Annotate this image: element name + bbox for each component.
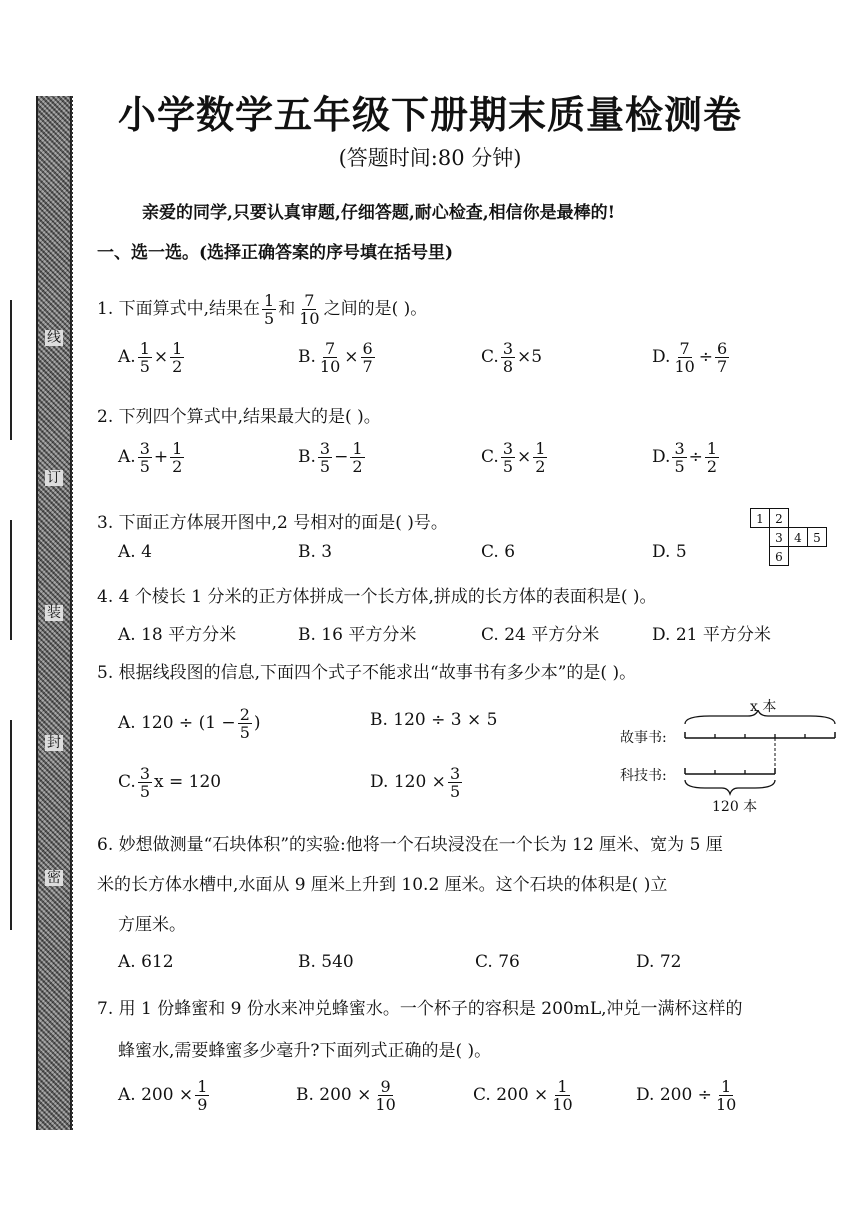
q7-option-a[interactable]: A. 200 × $\frac{1}{9}$ <box>118 1077 208 1114</box>
cube-net-face-3: 3 <box>769 527 789 547</box>
binding-char-pack: 装 <box>47 605 61 621</box>
info-line-1 <box>10 300 12 440</box>
q1-text-mid: 和 <box>278 299 296 319</box>
q1-option-a[interactable]: A. $\frac{1}{5}$ × $\frac{1}{2}$ <box>118 339 183 376</box>
q6-option-c[interactable]: C. 76 <box>475 952 520 972</box>
q6-option-b[interactable]: B. 540 <box>298 952 354 972</box>
q1-option-c[interactable]: C. $\frac{3}{8}$ ×5 <box>481 339 543 376</box>
question-4: 4. 4 个棱长 1 分米的正方体拼成一个长方体,拼成的长方体的表面积是( )。 <box>97 587 657 607</box>
question-1 <box>97 292 427 327</box>
q7-option-b[interactable]: B. 200 × $\frac{9}{10}$ <box>296 1077 396 1114</box>
q5-option-d[interactable]: D. 120 × $\frac{3}{5}$ <box>370 764 461 801</box>
diagram-story-total-label: x 本 <box>750 699 777 715</box>
q6-option-d[interactable]: D. 72 <box>636 952 682 972</box>
page-subtitle: (答题时间:80 分钟) <box>338 146 522 170</box>
binding-char-line: 线 <box>47 330 61 346</box>
cube-net-face-6: 6 <box>769 546 789 566</box>
question-6-line-3: 方厘米。 <box>118 915 186 935</box>
info-line-3 <box>10 720 12 930</box>
question-6-line-1: 6. 妙想做测量“石块体积”的实验:他将一个石块浸没在一个长为 12 厘米、宽为 5 厘 <box>97 835 723 855</box>
diagram-tech-total-label: 120 本 <box>712 799 758 815</box>
q5-option-a[interactable]: A. 120 ÷ (1 − $\frac{2}{5}$ ) <box>118 705 261 742</box>
question-5: 5. 根据线段图的信息,下面四个式子不能求出“故事书有多少本”的是( )。 <box>97 663 637 683</box>
q1-fraction-1: $\frac{1}{5}$ <box>264 291 275 328</box>
section-heading: 一、选一选。(选择正确答案的序号填在括号里) <box>97 243 454 263</box>
q2-option-a[interactable]: A. $\frac{3}{5}$ + $\frac{1}{2}$ <box>118 439 183 476</box>
q3-option-b[interactable]: B. 3 <box>298 542 333 562</box>
q4-option-d[interactable]: D. 21 平方分米 <box>652 625 771 645</box>
q1-fraction-2: $\frac{7}{10}$ <box>299 291 320 328</box>
q1-option-d[interactable]: D. $\frac{7}{10}$ ÷ $\frac{6}{7}$ <box>652 339 728 376</box>
binding-char-seal: 封 <box>47 735 61 751</box>
page-title: 小学数学五年级下册期末质量检测卷 <box>117 92 742 137</box>
q3-option-a[interactable]: A. 4 <box>118 542 152 562</box>
q2-option-c[interactable]: C. $\frac{3}{5}$ × $\frac{1}{2}$ <box>481 439 546 476</box>
q4-option-c[interactable]: C. 24 平方分米 <box>481 625 600 645</box>
binding-char-secret: 密 <box>47 870 61 886</box>
q3-option-c[interactable]: C. 6 <box>481 542 516 562</box>
info-line-2 <box>10 520 12 640</box>
diagram-tech-label: 科技书: <box>620 768 667 784</box>
cube-net-face-1: 1 <box>750 508 770 528</box>
cube-net-face-2: 2 <box>769 508 789 528</box>
q3-option-d[interactable]: D. 5 <box>652 542 687 562</box>
question-7-line-2: 蜂蜜水,需要蜂蜜多少毫升?下面列式正确的是( )。 <box>118 1041 492 1061</box>
tech-brace <box>685 780 775 794</box>
q2-option-b[interactable]: B. $\frac{3}{5}$ − $\frac{1}{2}$ <box>298 439 363 476</box>
q4-option-b[interactable]: B. 16 平方分米 <box>298 625 417 645</box>
binding-char-order: 订 <box>47 470 61 486</box>
line-segment-diagram <box>680 710 840 800</box>
diagram-story-label: 故事书: <box>620 730 667 746</box>
cube-net-face-4: 4 <box>788 527 808 547</box>
q5-option-b[interactable]: B. 120 ÷ 3 × 5 <box>370 710 498 730</box>
q6-option-a[interactable]: A. 612 <box>118 952 174 972</box>
story-brace <box>685 710 835 724</box>
binding-dotted-line <box>71 96 73 1130</box>
q1-text-pre: 1. 下面算式中,结果在 <box>97 299 261 319</box>
q1-text-post: 之间的是( )。 <box>323 299 428 319</box>
greeting-text: 亲爱的同学,只要认真审题,仔细答题,耐心检查,相信你是最棒的! <box>142 203 616 223</box>
question-2: 2. 下列四个算式中,结果最大的是( )。 <box>97 407 381 427</box>
q4-option-a[interactable]: A. 18 平方分米 <box>118 625 237 645</box>
q7-option-c[interactable]: C. 200 × $\frac{1}{10}$ <box>473 1077 573 1114</box>
q7-option-d[interactable]: D. 200 ÷ $\frac{1}{10}$ <box>636 1077 737 1114</box>
q1-option-b[interactable]: B. $\frac{7}{10}$ × $\frac{6}{7}$ <box>298 339 373 376</box>
q2-option-d[interactable]: D. $\frac{3}{5}$ ÷ $\frac{1}{2}$ <box>652 439 718 476</box>
question-3: 3. 下面正方体展开图中,2 号相对的面是( )号。 <box>97 513 448 533</box>
question-6-line-2: 米的长方体水槽中,水面从 9 厘米上升到 10.2 厘米。这个石块的体积是( )立 <box>97 875 668 895</box>
question-7-line-1: 7. 用 1 份蜂蜜和 9 份水来冲兑蜂蜜水。一个杯子的容积是 200mL,冲兑一满杯这样的 <box>97 999 743 1019</box>
cube-net-face-5: 5 <box>807 527 827 547</box>
q5-option-c[interactable]: C. $\frac{3}{5}$ x = 120 <box>118 764 222 801</box>
